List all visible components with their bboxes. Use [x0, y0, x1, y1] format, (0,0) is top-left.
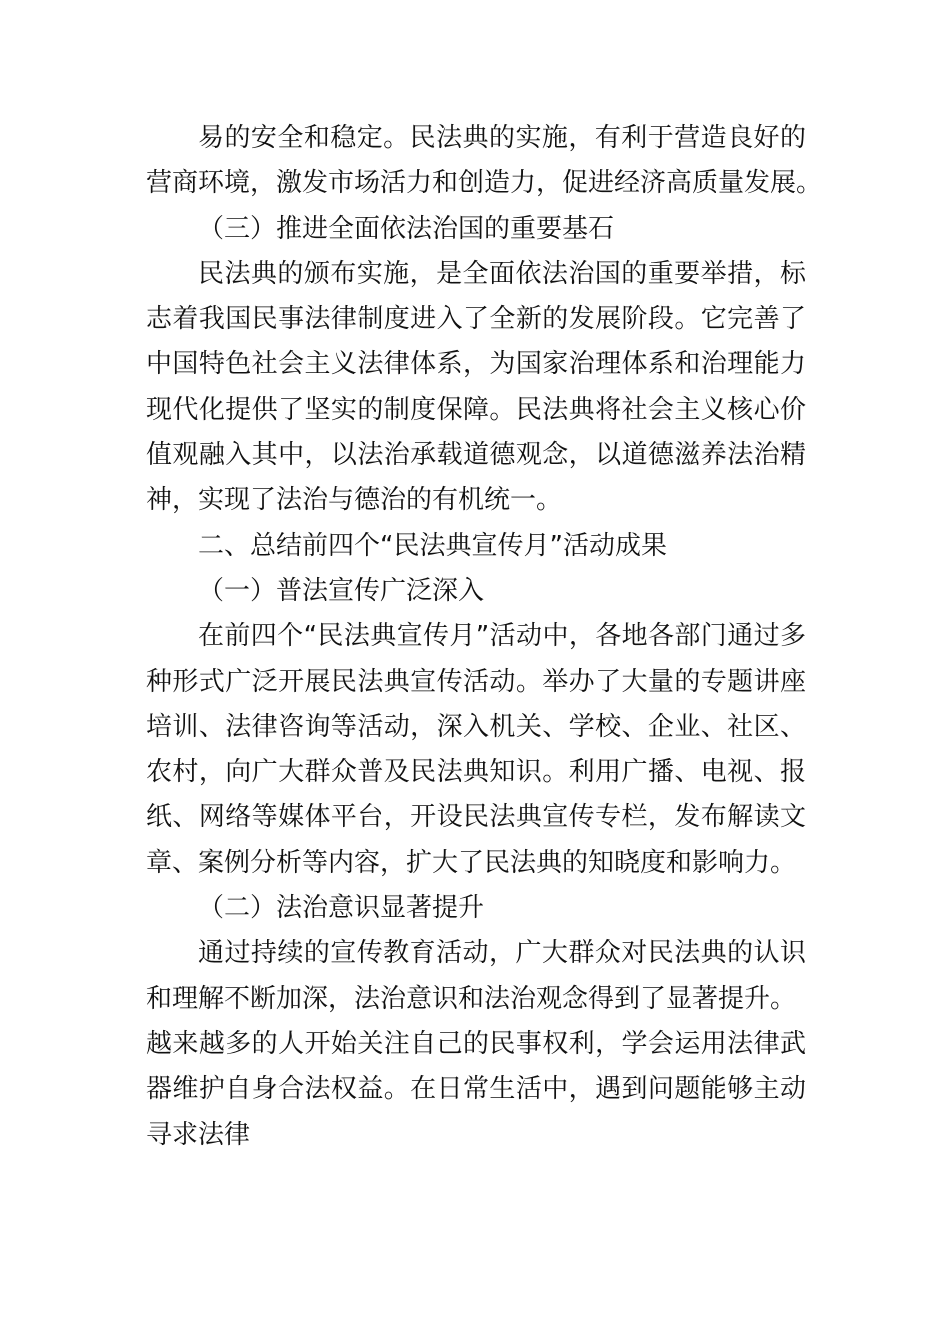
text-line: 寻求法律: [146, 1119, 251, 1150]
text-line: （一）普法宣传广泛深入: [198, 575, 485, 606]
text-line: 章、案例分析等内容，扩大了民法典的知晓度和影响力。: [146, 847, 797, 878]
text-line: （二）法治意识显著提升: [198, 893, 485, 924]
text-line: 越来越多的人开始关注自己的民事权利，学会运用法律武: [146, 1028, 806, 1059]
text-line: 二、总结前四个“民法典宣传月”活动成果: [198, 530, 667, 561]
text-line: 易的安全和稳定。民法典的实施，有利于营造良好的: [198, 123, 806, 153]
text-line: 器维护自身合法权益。在日常生活中，遇到问题能够主动: [146, 1074, 806, 1105]
text-line: 和理解不断加深，法治意识和法治观念得到了显著提升。: [146, 983, 797, 1014]
text-line: 纸、网络等媒体平台，开设民法典宣传专栏，发布解读文: [146, 802, 806, 833]
text-line: 民法典的颁布实施，是全面依法治国的重要举措，标: [198, 258, 806, 289]
text-line: 种形式广泛开展民法典宣传活动。举办了大量的专题讲座: [146, 666, 806, 697]
text-line: 在前四个“民法典宣传月”活动中，各地各部门通过多: [198, 621, 806, 652]
text-line: 值观融入其中，以法治承载道德观念，以道德滋养法治精: [146, 440, 806, 471]
text-line: 营商环境，激发市场活力和创造力，促进经济高质量发展。: [146, 168, 823, 199]
text-line: 志着我国民事法律制度进入了全新的发展阶段。它完善了: [146, 304, 806, 335]
text-line: 神，实现了法治与德治的有机统一。: [146, 485, 563, 516]
text-line: 现代化提供了坚实的制度保障。民法典将社会主义核心价: [146, 394, 806, 425]
text-line: （三）推进全面依法治国的重要基石: [198, 213, 615, 244]
text-line: 培训、法律咨询等活动，深入机关、学校、企业、社区、: [146, 711, 806, 742]
document-body: [146, 116, 823, 1158]
text-line: 中国特色社会主义法律体系，为国家治理体系和治理能力: [146, 349, 806, 380]
text-line: 农村，向广大群众普及民法典知识。利用广播、电视、报: [146, 757, 806, 788]
text-line: 通过持续的宣传教育活动，广大群众对民法典的认识: [198, 938, 806, 969]
